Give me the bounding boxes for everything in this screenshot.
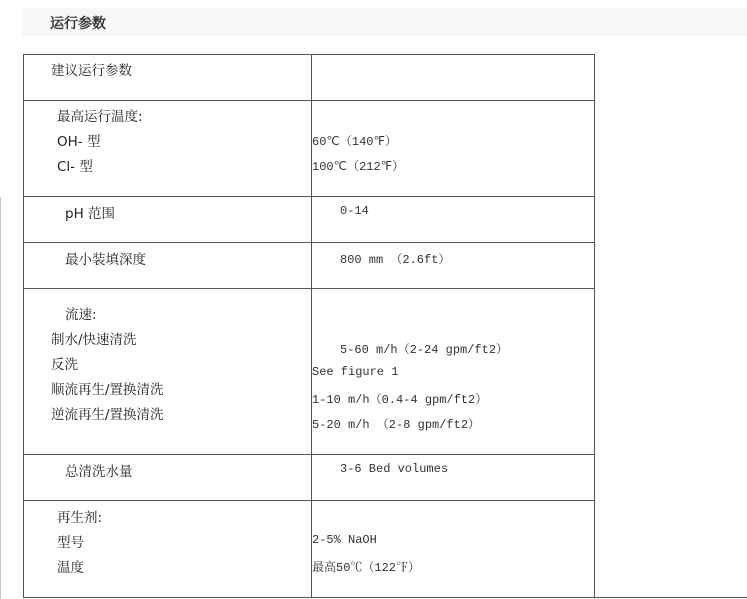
row-label: pH 范围 (65, 206, 116, 222)
row-sublabel: 顺流再生/置换清洗 (51, 382, 164, 398)
row-sublabel: 型号 (57, 535, 84, 551)
row-sublabel: 逆流再生/置换清洗 (51, 407, 164, 423)
row-label: 建议运行参数 (51, 63, 132, 79)
row-value: 5-20 m/h （2-8 gpm/ft2） (312, 418, 481, 432)
row-sublabel: Cl- 型 (57, 159, 93, 175)
table-row (24, 501, 595, 598)
row-value: 最高50℃（122℉） (312, 561, 421, 575)
row-value: 60℃（140℉） (312, 135, 397, 149)
row-value: 1-10 m/h（0.4-4 gpm/ft2） (312, 393, 488, 407)
row-value: 0-14 (340, 204, 369, 218)
row-label: 总清洗水量 (65, 464, 133, 480)
table-row (24, 197, 595, 243)
left-edge-line (0, 197, 1, 599)
row-value: 3-6 Bed volumes (340, 462, 449, 476)
section-header-bar (22, 8, 747, 36)
page-title: 运行参数 (50, 16, 106, 32)
table-row (24, 455, 595, 501)
row-value: 5-60 m/h（2-24 gpm/ft2） (340, 343, 509, 357)
bottom-rule (56, 597, 747, 598)
row-sublabel: OH- 型 (57, 134, 101, 150)
row-label: 最高运行温度: (57, 109, 143, 125)
row-value: 100℃（212℉） (312, 160, 405, 174)
row-value: See figure 1 (312, 365, 399, 379)
row-label: 再生剂: (57, 510, 103, 526)
row-sublabel: 温度 (57, 560, 84, 576)
row-value: 2-5% NaOH (312, 533, 377, 547)
row-label: 最小装填深度 (65, 252, 146, 268)
table-row (24, 243, 595, 289)
row-sublabel: 反洗 (51, 357, 78, 373)
row-value: 800 mm （2.6ft） (340, 253, 451, 267)
table-row (24, 101, 595, 197)
row-sublabel: 制水/快速清洗 (51, 332, 137, 348)
parameters-table (23, 54, 595, 598)
table-row (24, 55, 595, 101)
table-row (24, 289, 595, 455)
row-label: 流速: (65, 307, 97, 323)
